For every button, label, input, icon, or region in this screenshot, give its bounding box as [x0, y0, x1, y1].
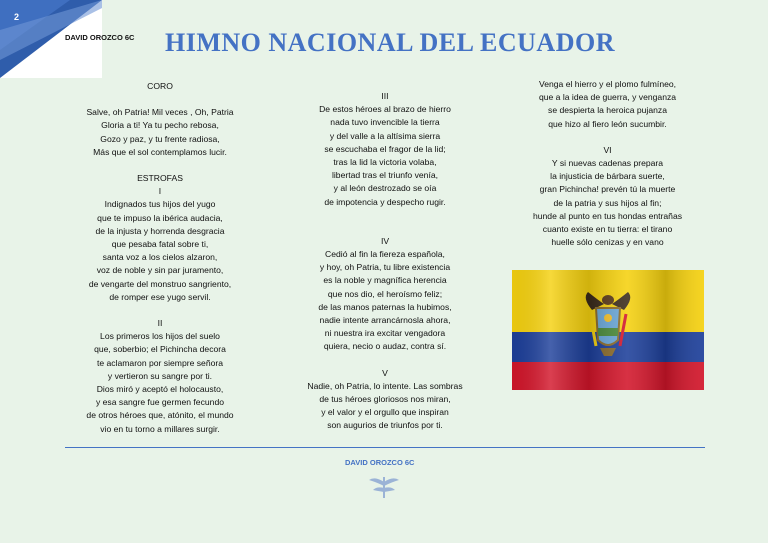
verse-line: voz de noble y sin par juramento,: [96, 265, 224, 276]
verse-line: que te impuso la ibérica audacia,: [97, 212, 223, 223]
verse-line: Salve, oh Patria! Mil veces , Oh, Patria: [86, 107, 234, 118]
verse-line: que hizo al fiero león sucumbir.: [548, 118, 667, 129]
verse-line: de tus héroes gloriosos nos miran,: [319, 394, 451, 405]
verse-line: son augurios de triunfos por ti.: [327, 420, 443, 431]
verse-line: Más que el sol contemplamos lucir.: [93, 146, 227, 157]
verse-line: De estos héroes al brazo de hierro: [319, 104, 451, 115]
verse-line: y el valor y el orgullo que inspiran: [321, 407, 449, 418]
verse-line: que pesaba fatal sobre ti,: [111, 239, 209, 250]
verse-line: se escuchaba el fragor de la lid;: [324, 143, 446, 154]
stanza-number: VI: [603, 144, 612, 155]
verse-line: de otros héroes que, atónito, el mundo: [86, 410, 234, 421]
verse-line: de vengarte del monstruo sangriento,: [88, 278, 232, 289]
verse-line: y hoy, oh Patria, tu libre existencia: [319, 262, 451, 273]
author-top: DAVID OROZCO 6C: [65, 33, 135, 42]
ecuador-flag-image: [512, 270, 704, 390]
verse-line: libertad tras el triunfo venía,: [331, 170, 439, 181]
verse-line: cuanto existe en tu tierra: el tirano: [542, 224, 673, 235]
stanza-number: II: [157, 318, 163, 329]
verse-line: de romper ese yugo servil.: [109, 291, 211, 302]
stanza-number: V: [382, 367, 388, 378]
verse-line: que, soberbio; el Pichincha decora: [94, 344, 226, 355]
verse-line: hunde al punto en tus hondas entrañas: [532, 210, 683, 221]
coro-heading: CORO: [147, 81, 173, 91]
estrofas-heading: ESTROFAS: [137, 173, 183, 184]
verse-line: tras la lid la victoria volaba,: [333, 157, 437, 168]
verse-line: Indignados tus hijos del yugo: [104, 199, 216, 210]
column-1: [65, 80, 255, 436]
verse-line: se despierta la heroica pujanza: [548, 105, 667, 116]
verse-line: la injusticia de bárbara suerte,: [550, 171, 665, 182]
verse-line: y al león destrozado se oía: [333, 183, 437, 194]
verse-line: santa voz a los cielos alzaron,: [102, 252, 218, 263]
verse-line: vio en tu torno a millares surgir.: [100, 423, 220, 434]
verse-line: y del valle a la altísima sierra: [329, 130, 441, 141]
verse-line: huelle sólo cenizas y en vano: [551, 237, 664, 248]
verse-line: de impotencia y despecho rugir.: [324, 196, 446, 207]
page-number: 2: [14, 12, 20, 22]
verse-line: que a la idea de guerra, y venganza: [538, 92, 677, 103]
verse-line: que nos dio, el heroísmo feliz;: [327, 288, 443, 299]
ornament-icon: [366, 474, 402, 505]
author-bottom: DAVID OROZCO 6C: [345, 458, 415, 467]
verse-line: Gozo y paz, y tu frente radiosa,: [100, 133, 220, 144]
verse-line: gran Pichincha! prevén tú la muerte: [539, 184, 676, 195]
page-title: HIMNO NACIONAL DEL ECUADOR: [165, 28, 615, 57]
verse-line: nadie intente arrancárnosla ahora,: [319, 315, 451, 326]
verse-line: Dios miró y aceptó el holocausto,: [96, 384, 224, 395]
footer-divider: [65, 447, 705, 448]
stanza-number: IV: [380, 235, 390, 246]
verse-line: y vertieron su sangre por ti.: [107, 370, 213, 381]
verse-line: de las manos paternas la hubimos,: [318, 301, 452, 312]
verse-line: Y si nuevas cadenas prepara: [551, 158, 664, 169]
verse-line: ni nuestra ira excitar vengadora: [324, 328, 446, 339]
verse-line: de la patria y sus hijos al fin;: [553, 197, 662, 208]
column-3: [510, 78, 705, 249]
column-2: [290, 90, 480, 433]
verse-line: Nadie, oh Patria, lo intente. Las sombras: [307, 380, 463, 391]
verse-line: Los primeros los hijos del suelo: [100, 331, 220, 342]
verse-line: nada tuvo invencible la tierra: [330, 117, 440, 128]
verse-line: Cedió al fin la fiereza española,: [325, 249, 445, 260]
stanza-number: III: [381, 91, 389, 101]
verse-line: de la injusta y horrenda desgracia: [95, 225, 225, 236]
verse-line: te aclamaron por siempre señora: [96, 357, 224, 368]
verse-line: Venga el hierro y el plomo fulmíneo,: [538, 79, 677, 89]
verse-line: es la noble y magnífica herencia: [323, 275, 447, 286]
verse-line: Gloria a ti! Ya tu pecho rebosa,: [101, 120, 219, 131]
verse-line: quiera, necio o audaz, contra sí.: [323, 341, 447, 352]
stanza-number: I: [158, 186, 162, 197]
verse-line: y esa sangre fue germen fecundo: [95, 397, 225, 408]
